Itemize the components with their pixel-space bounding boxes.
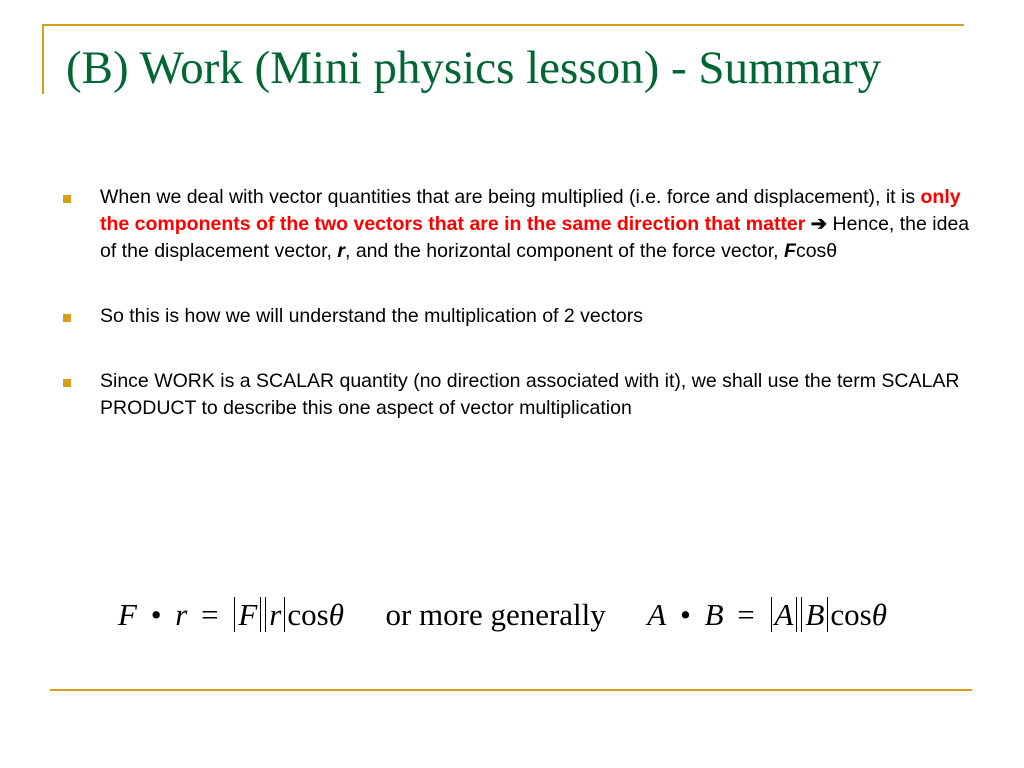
bullet-list	[60, 184, 970, 460]
bullet-text: So this is how we will understand the multiplication of 2 vectors	[100, 305, 644, 327]
eq-equals: =	[201, 597, 219, 632]
eq-general-cos: cos	[830, 597, 872, 632]
eq-general-a: A	[647, 597, 667, 632]
square-bullet-icon	[63, 195, 71, 203]
footer-rule	[50, 689, 972, 691]
eq-abs-force: F	[234, 597, 261, 632]
scalar-product-equation	[118, 593, 938, 637]
eq-general-abs-b: B	[801, 597, 828, 632]
bullet-highlight: only the components of the two vectors that are in the same direction that matter	[100, 186, 961, 235]
bullet-item-multiplication	[60, 303, 970, 330]
slide-title: (B) Work (Mini physics lesson) - Summary	[66, 42, 882, 94]
eq-middle-text: or more generally	[385, 597, 606, 632]
eq-general-dot: •	[679, 597, 691, 632]
square-bullet-icon	[63, 379, 71, 387]
eq-general-equals: =	[737, 597, 755, 632]
right-arrow-icon: ➔	[810, 213, 828, 235]
bullet-item-vector-components	[60, 184, 970, 265]
eq-cos: cos	[287, 597, 329, 632]
eq-dot: •	[150, 597, 162, 632]
title-top-rule	[42, 24, 964, 26]
force-symbol: F	[784, 240, 796, 262]
bullet-item-scalar-product	[60, 368, 970, 422]
eq-force: F	[118, 597, 137, 632]
bullet-text: When we deal with vector quantities that are being multiplied (i.e. force and displacement), it is	[100, 186, 921, 208]
title-left-rule	[42, 24, 44, 94]
bullet-text: Since WORK is a SCALAR quantity (no direction associated with it), we shall use the term SCALAR PRODUCT to describe this one aspect of vector multiplication	[100, 370, 960, 419]
displacement-symbol: r	[337, 240, 345, 262]
eq-general-theta: θ	[871, 597, 887, 632]
eq-displacement: r	[175, 597, 188, 632]
cos-theta-text: cosθ	[795, 240, 838, 262]
eq-abs-displacement: r	[265, 597, 285, 632]
eq-general-abs-a: A	[771, 597, 798, 632]
eq-general-b: B	[704, 597, 724, 632]
bullet-text-continued: Hence, the idea of the displacement vector,	[100, 213, 970, 262]
bullet-text-continued-2: , and the horizontal component of the force vector,	[344, 240, 785, 262]
eq-theta: θ	[328, 597, 344, 632]
square-bullet-icon	[63, 314, 71, 322]
